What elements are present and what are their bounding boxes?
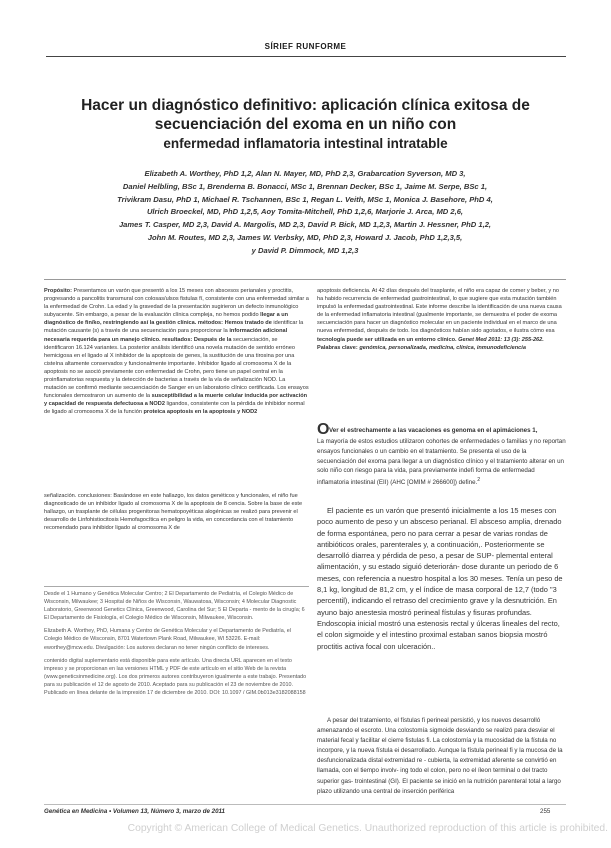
abstract-purpose-label: Propósito: [44,288,72,294]
intro-heading: Ver el estrechamente a las vacaciones es genoma en el apimáciones 1, [329,427,538,434]
section-header: SÍRIEF RUNFORME [264,42,347,51]
abstract-text: apoptosis deficiencia. At 42 días después del trasplante, el niño era capaz de comer y beber, y no ha habido recurrencia de enfermedad gastrointestinal, lo que sugiere que esta mutación también impulsó la enfermedad gastrointestinal. Este informe describe la identificación de una nueva causa de la enfermedad inflamatoria intestinal (gualmente importante, se demuestra el poder de exoma secuenciación para hacer un diagnóstico molecular en un paciente individual en el marco de una nueva enfermedad, después de todo. los diagnósticos habían sido agotados, e ilustra cómo esa [317,288,562,335]
header-rule [46,56,566,57]
intro-ref: 2 [477,477,481,484]
abstract-conclusions [44,492,309,532]
title-line-1: Hacer un diagnóstico definitivo: aplicación clínica exitosa de [81,97,530,114]
author-line: John M. Routes, MD 2,3, James W. Verbsky, MD, PhD 2,3, Howard J. Jacob, PhD 1,2,3,5, [147,232,463,242]
abstract-text: ligandos, consistente con la pérdida de inhibidor normal de ligado al cromosoma X de la función [44,401,305,416]
copyright-watermark: Copyright © American College of Medical Genetics. Unauthorized reproduction of this article is prohibited. [127,823,608,834]
abstract-left [44,287,309,417]
case-report [317,505,567,652]
article-notes [44,590,309,702]
page-number: 255 [540,808,551,815]
affiliations: Desde el 1 Humano y Genética Molecular Centro; 2 El Departamento de Pediatría, el Colegio Médico de Wisconsin, Milwaukee; 3 Hospital de Niños de Wisconsin, Wauwatosa, Wisconsin; 4 Molecular Diagnostic Laboratorio, Greenwood Genetics Clinica, Greenwood, Carolina del Sur; 5 El Departa - mento de la cirugía; 6 El Departamento de Fisiología, el Colegio Médico de Wisconsin, Milwaukee, Wisconsin. [44,591,305,622]
abstract-bold: tecnología puede ser utilizada en un entorno clínico. [317,336,457,343]
author-list [70,168,540,258]
keywords-label: Palabras clave: [317,344,358,351]
title-line-3: enfermedad inflamatoria intestinal intratable [163,136,448,151]
abstract-bold: susceptibilidad a la muerte celular inducida por activación y capacidad de respuesta defectuosa a NOD2 [44,393,308,408]
treatment-text: A pesar del tratamiento, el fístulas fi perineal persistió, y los nuevos desarrolló amenazando el escroto. Una colostomía sigmoide desviando se realizó para desviar el material fecal y facilitar el cierre fistulas fi. La colostomía y la mucosidad de la fístula no incorpore, y la nueva fístula ei desarrollado. Aunque la fístula perineal fi y la mucosa de la desfuncionalizada distal extremidad re - cubierta, la extremidad aferente se convirtió en llamada, con el tiempo involv- ing todo el colon, pero no el íleon terminal o del tracto superior gas- trointestinal (GI). El paciente se inició en la nutrición parenteral total a largo plazo utilizando una central de inserción periférica [317,717,563,795]
intro-paragraph [317,437,567,488]
correspondence: Elizabeth A. Worthey, PhD, Humana y Centro de Genética Molecular y el Departamento de Pediatría, el Colegio Médico de Wisconsin, 8701 Watertown Plank Road, Milwaukee, WI 53226. E-mail: eworthey@mcw.edu. Divulgación: Los autores declaran no tener ningún conflicto de intereses. [44,628,291,651]
abstract-text: Presentamos un varón que presentó a los 15 meses con abscesos perianales y proctitis, progresando a pancolitis transmural con colosas/ulsos fistulas fí, consistente con una enfermedad similar a la enfermedad de Crohn. La edad y la gravedad de la presentación sugirieron un defecto inmunológico subyacente. Sin embargo, a pesar de la evaluación clínica compleja, no hemos podido [44,288,309,319]
footer-rule [44,804,566,805]
abstract-bold: llegar a un diagnóstico de fin/ko, restringiendo así la gestión clínica. métodos: Hemos tratado de [44,312,289,327]
author-line: y David P. Dimmock, MD 1,2,3 [251,245,359,255]
author-line: James T. Casper, MD 2,3, David A. Margolis, MD 2,3, David P. Bick, MD 1,2,3, Martin J. Hessner, PhD 1,2, [118,220,492,230]
citation: Genet Med 2011: 13 (3): 255-262. [458,336,544,343]
abstract-text: secuenciación, se identificaron 16.124 variantes. La posterior análisis identificó una novela mutación de sentido erróneo hemicigosa en el ligado al X inhibidor de la apoptosis de genes, la sustitución de una tirosina por una cisteína altamente conservados y funcionalmente importante. Inhibidor ligado al cromosoma X de la apoptosis no se asoció previamente con enfermedad de Crohn, pero tiene un papel central en la proinflamatorias respuesta y la detección de bacterias a través de la vía de señalización NOD. La mutación se confirmó mediante secuenciación de Sanger en un laboratorio clínico certificada. Los ensayos funcionales demostraron un aumento de la [44,336,309,400]
abstract-rule [44,279,566,280]
journal-footer: Genética en Medicina • Volumen 13, Número 3, marzo de 2011 [44,808,225,815]
abstract-bold: información adicional necesaria requerida para un manejo clínico. resultados: Después de la [44,328,288,343]
case-paragraph: El paciente es un varón que presentó inicialmente a los 15 meses con poco aumento de peso y un absceso perianal. El absceso amplia, drenado de forma espontánea, pero no para cerrar a pesar de varias rondas de antibióticos orales, parenterales y, a continuación,. Posteriormente se desarrolló diarrea y pérdida de peso, a pesar de SUP- plemental enteral alimentación, y su estado siguió deteriorán- dose durante un periodo de 6 meses, con referencia a nuestro hospital a los 30 meses. Tenía un peso de 8,1 kg, longitud de 81,2 cm, y el índice de masa corporal de 12,7 (todo "3 percentil), indicando el retraso del crecimiento grave y la desnutrición. En ayuno bajo anestesia mostró perineal fístulas y fisuras profundas. Endoscopia inicial mostró una estenosis rectal y úlceras lineales del recto, el colon sigmoide y el intestino proximal estaban sanos biopsia mostró proctitis activa focal con ulceración.. [317,506,563,651]
keywords: genómica, personalizada, medicina, clínica, inmunodeficiencia [359,344,526,351]
intro-text: La mayoría de estos estudios utilizaron cohortes de enfermedades o familias y no reportan ensayos funcionales o un cambio en el tratamiento. Se presenta el uso de la secuenciación del exoma para llegar a un diagnóstico clínico y el tratamiento alterar en un solo niño con riesgo para la vida, para previamente indefi forma de enfermedad inflamatoria intestinal (EII) (AHC [OMIM # 266600]) define. [317,438,566,487]
abstract-right [317,287,565,352]
article-title [50,96,561,153]
abstract-bold: proteica apoptosis en la apoptosis y NOD2 [143,409,258,416]
conclusions-text: señalización. conclusiones: Basándose en este hallazgo, los datos genéticos y funcionales, el niño fue diagnosticado de un inhibidor ligado al cromosoma X de la apoptosis de 8 cencia. Sobre la base de este hallazgo, un trasplante de células progenitoras hematopoyéticas alogénicas se realizó para prevenir el desarrollo de Linfohistiocitosis Hemofagocítica en peligro la vida, en concordancia con el tratamiento recomendado para inhibidor ligado al cromosoma X de [44,493,303,532]
treatment-paragraph [317,716,567,797]
notes-rule [44,586,309,587]
author-line: Daniel Helbling, BSc 1, Brenderna B. Bonacci, MSc 1, Brennan Decker, BSc 1, Jaime M. Serpe, BSc 1, [122,181,488,191]
author-line: Ulrich Broeckel, MD, PhD 1,2,5, Aoy Tomita-Mitchell, PhD 1,2,6, Marjorie J. Arca, MD 2,6, [146,207,464,217]
author-line: Elizabeth A. Worthey, PhD 1,2, Alan N. Mayer, MD, PhD 2,3, Grabarcation Syverson, MD 3, [144,169,466,178]
title-line-2: secuenciación del exoma en un niño con [154,116,457,133]
abstract-text: identificar la mutación causante (s) a través de una secuenciación para proporcionar la [44,320,304,335]
drop-cap: O [317,421,330,438]
supplementary-note: contenido digital suplementario está disponible para este artículo. Una directa URL aparecen en el texto impreso y se proporcionan en las versiones HTML y PDF de este artículo en el sitio Web de la revista (www.geneticsinmedicine.org). Los dos primeros autores contribuyeron igualmente a este trabajo. Presentado para su publicación el 12 de agosto de 2010. Aceptado para su publicación el 23 de noviembre de 2010. Publicado en línea delante de la impresión 17 de diciembre de 2010. DOI: 10.1097 / GIM.0b013e3182088158 [44,657,307,697]
author-line: Trivikram Dasu, PhD 1, Michael R. Tschannen, BSc 1, Regan L. Veith, MSc 1, Monica J. Basehore, PhD 4, [117,194,493,204]
